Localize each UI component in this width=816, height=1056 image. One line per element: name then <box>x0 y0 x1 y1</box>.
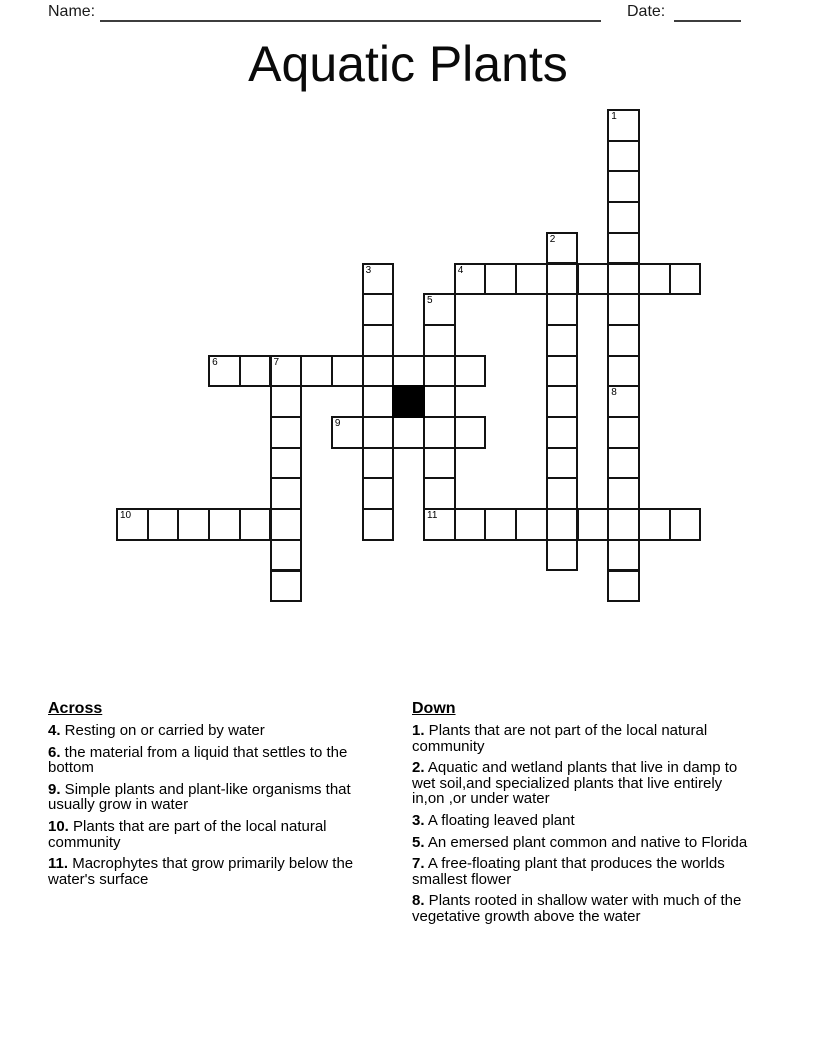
grid-cell-8[interactable] <box>607 385 640 418</box>
clue-number-label: 5. <box>412 833 425 851</box>
grid-cell[interactable] <box>546 416 579 449</box>
grid-cell[interactable] <box>423 416 456 449</box>
clue-number-label: 7. <box>412 855 425 873</box>
grid-cell[interactable] <box>270 385 303 418</box>
grid-cell-7[interactable] <box>270 355 303 388</box>
grid-cell[interactable] <box>392 416 425 449</box>
across-clue-6: 6. the material from a liquid that settles to the bottom <box>48 743 348 777</box>
clue-number-label: 4. <box>48 722 61 739</box>
grid-cell[interactable] <box>300 355 333 388</box>
grid-cell[interactable] <box>607 170 640 203</box>
grid-cell[interactable] <box>546 385 579 418</box>
across-clue-10: 10. Plants that are part of the local natural community <box>48 817 327 851</box>
grid-cell[interactable] <box>331 355 364 388</box>
grid-cell[interactable] <box>392 355 425 388</box>
down-header: Down <box>412 700 456 717</box>
cell-number: 7 <box>273 356 280 368</box>
grid-cell[interactable] <box>546 293 579 326</box>
grid-cell[interactable] <box>607 201 640 234</box>
grid-cell[interactable] <box>423 477 456 510</box>
grid-cell[interactable] <box>638 263 671 296</box>
grid-cell[interactable] <box>577 263 610 296</box>
cell-number: 4 <box>457 264 464 276</box>
grid-cell[interactable] <box>484 263 517 296</box>
grid-cell[interactable] <box>515 508 548 541</box>
cell-number: 11 <box>427 510 438 522</box>
across-clue-list <box>48 723 368 887</box>
cell-number: 10 <box>120 510 132 522</box>
name-label: Name: <box>48 3 96 20</box>
grid-cell[interactable] <box>607 263 640 296</box>
grid-cell[interactable] <box>607 355 640 388</box>
clue-number-label: 3. <box>412 811 425 829</box>
grid-cell[interactable] <box>270 447 303 480</box>
page-title: Aquatic Plants <box>248 36 568 92</box>
cell-number: 2 <box>549 233 556 245</box>
grid-cell[interactable] <box>454 508 487 541</box>
cell-number: 9 <box>334 418 341 429</box>
grid-cell[interactable] <box>669 508 702 541</box>
across-clues-section <box>48 699 368 893</box>
grid-cell[interactable] <box>607 570 640 603</box>
grid-cell-3[interactable] <box>362 263 395 296</box>
grid-cell[interactable] <box>270 477 303 510</box>
clue-number-label: 11. <box>48 855 69 873</box>
down-clue-5: 5. An emersed plant common and native to Florida <box>412 833 748 851</box>
cell-number: 6 <box>212 356 218 368</box>
grid-cell[interactable] <box>454 416 487 449</box>
grid-cell[interactable] <box>454 355 487 388</box>
grid-cell[interactable] <box>546 263 579 296</box>
grid-cell[interactable] <box>239 355 272 388</box>
grid-cell-2[interactable] <box>546 232 579 265</box>
clue-number-label: 6. <box>48 743 61 761</box>
grid-cell[interactable] <box>607 293 640 326</box>
grid-cell-1[interactable] <box>607 109 640 142</box>
down-clue-list <box>412 723 752 925</box>
grid-cell[interactable] <box>515 263 548 296</box>
grid-cell[interactable] <box>239 508 272 541</box>
grid-cell[interactable] <box>546 477 579 510</box>
across-clue-4: 4. Resting on or carried by water <box>48 722 265 739</box>
down-clue-3: 3. A floating leaved plant <box>412 811 575 829</box>
grid-cell[interactable] <box>546 508 579 541</box>
grid-cell[interactable] <box>362 508 395 541</box>
cell-number: 8 <box>611 387 617 399</box>
down-clues-section <box>412 699 752 931</box>
across-clue-9: 9. Simple plants and plant-like organisms that usually grow in water <box>48 780 351 814</box>
grid-cell[interactable] <box>577 508 610 541</box>
clue-number-label: 9. <box>48 780 61 798</box>
grid-cell[interactable] <box>270 508 303 541</box>
grid-cell[interactable] <box>638 508 671 541</box>
date-label: Date: <box>627 3 666 20</box>
grid-cell-11[interactable] <box>423 508 456 541</box>
grid-cell[interactable] <box>362 447 395 480</box>
clue-number-label: 1. <box>412 722 425 739</box>
grid-cell[interactable] <box>423 385 456 418</box>
down-clue-8: 8. Plants rooted in shallow water with much of the vegetative growth above the water <box>412 892 742 925</box>
grid-cell[interactable] <box>147 508 180 541</box>
clue-number-label: 8. <box>412 892 425 910</box>
grid-cell[interactable] <box>423 324 456 357</box>
grid-cell[interactable] <box>208 508 241 541</box>
grid-cell[interactable] <box>546 355 579 388</box>
grid-cell-6[interactable] <box>208 355 241 388</box>
grid-cell[interactable] <box>607 477 640 510</box>
blocked-cell <box>392 385 425 418</box>
grid-cell[interactable] <box>607 508 640 541</box>
grid-cell[interactable] <box>669 263 702 296</box>
clue-number-label: 10. <box>48 817 69 835</box>
grid-cell-9[interactable] <box>331 416 364 449</box>
grid-cell[interactable] <box>607 232 640 265</box>
grid-cell-10[interactable] <box>116 508 149 541</box>
clue-number-label: 2. <box>412 759 425 777</box>
grid-cell[interactable] <box>270 416 303 449</box>
grid-cell[interactable] <box>177 508 210 541</box>
grid-cell[interactable] <box>607 416 640 449</box>
grid-cell[interactable] <box>607 140 640 173</box>
grid-cell[interactable] <box>423 355 456 388</box>
grid-cell[interactable] <box>546 324 579 357</box>
grid-cell[interactable] <box>362 385 395 418</box>
grid-cell[interactable] <box>423 447 456 480</box>
grid-cell-5[interactable] <box>423 293 456 326</box>
grid-cell[interactable] <box>484 508 517 541</box>
cell-number: 1 <box>611 111 617 122</box>
grid-cell[interactable] <box>607 447 640 480</box>
grid-cell[interactable] <box>546 539 579 572</box>
grid-cell[interactable] <box>362 355 395 388</box>
grid-cell[interactable] <box>362 324 395 357</box>
grid-cell[interactable] <box>362 477 395 510</box>
cell-number: 5 <box>427 295 433 307</box>
grid-cell[interactable] <box>362 416 395 449</box>
grid-cell[interactable] <box>270 570 303 603</box>
grid-cell[interactable] <box>607 324 640 357</box>
down-clue-7: 7. A free-floating plant that produces the worlds smallest flower <box>412 855 725 888</box>
grid-cell-4[interactable] <box>454 263 487 296</box>
down-clue-2: 2. Aquatic and wetland plants that live in damp to wet soil,and specialized plants that live entirely in,on ,or under water <box>412 759 738 808</box>
grid-cell[interactable] <box>270 539 303 572</box>
down-clue-1: 1. Plants that are not part of the local natural community <box>412 722 708 755</box>
grid-cell[interactable] <box>607 539 640 572</box>
across-clue-11: 11. Macrophytes that grow primarily below the water's surface <box>48 855 354 888</box>
grid-cell[interactable] <box>362 293 395 326</box>
cell-number: 3 <box>365 264 372 276</box>
across-header: Across <box>48 700 103 717</box>
grid-cell[interactable] <box>546 447 579 480</box>
